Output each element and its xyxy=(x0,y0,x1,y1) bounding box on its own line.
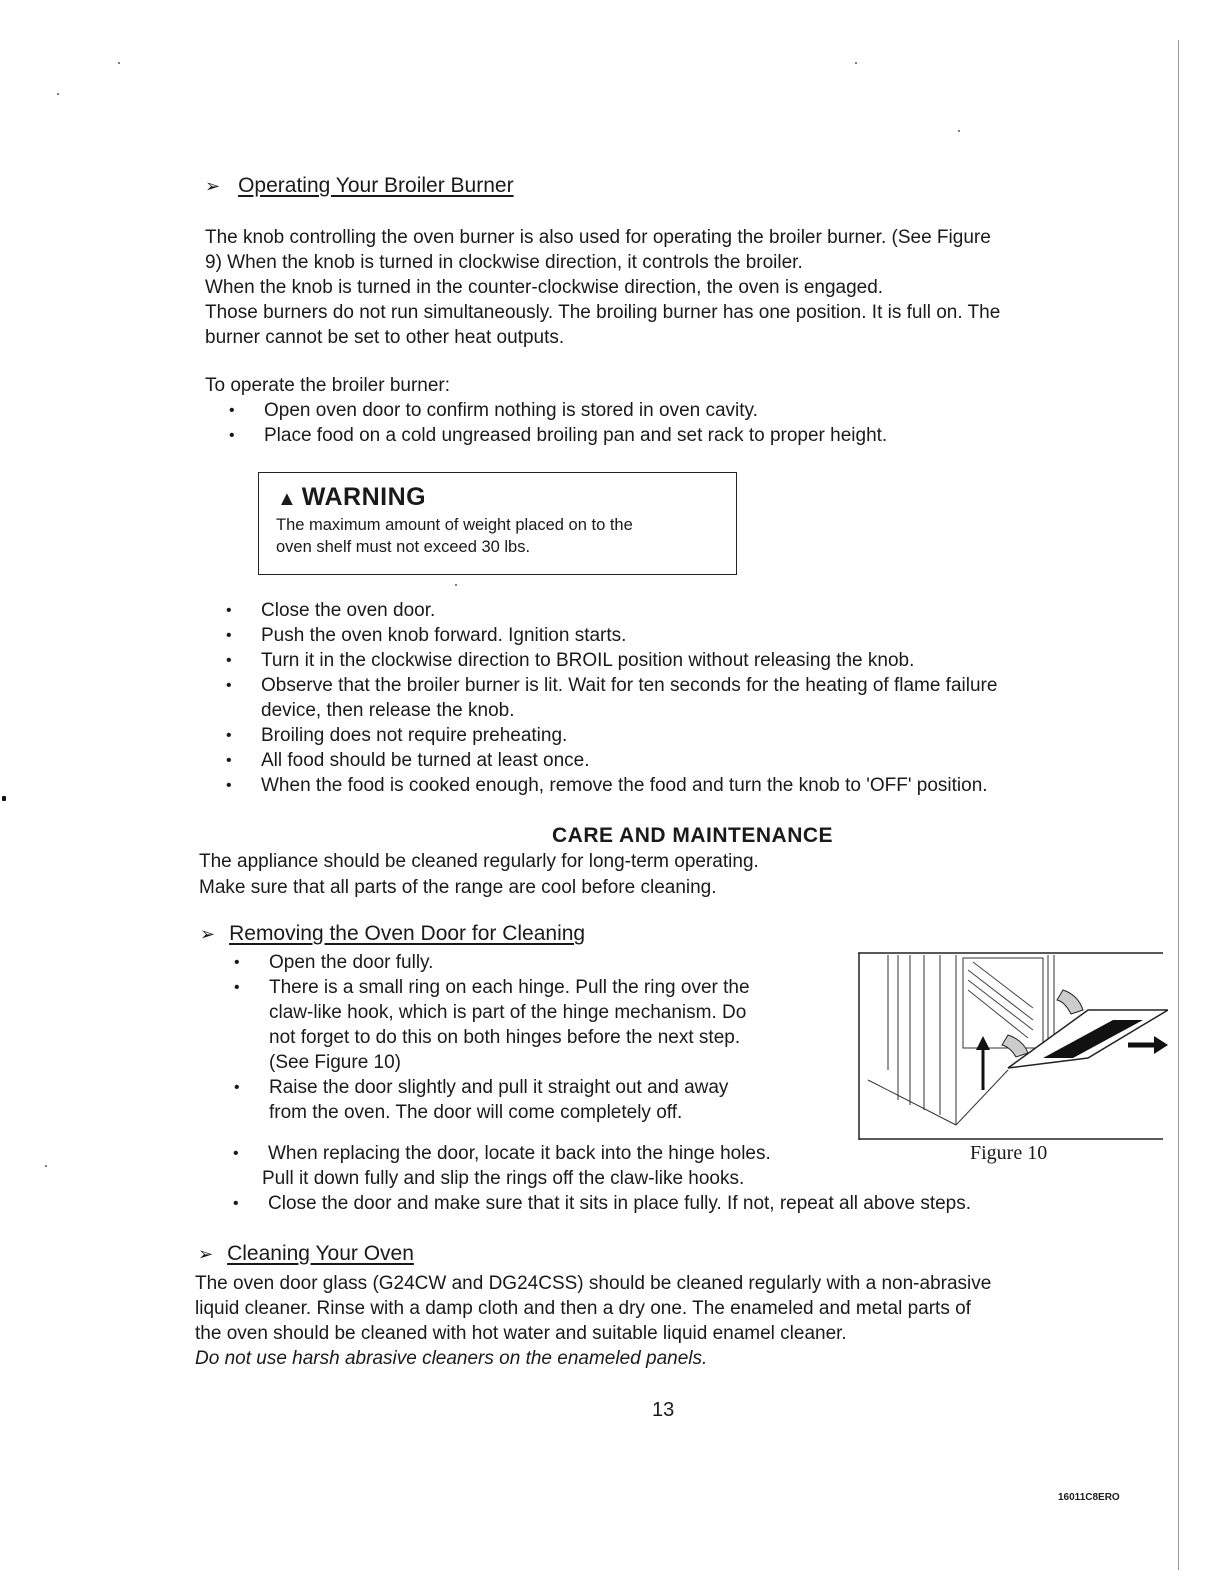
scan-speck xyxy=(2,796,6,801)
oven-door-drawing xyxy=(858,950,1168,1142)
list-item: • Observe that the broiler burner is lit. Wait for ten seconds for the heating of flame failure xyxy=(261,673,1156,698)
list-item-continuation xyxy=(269,1050,869,1075)
figure-caption: Figure 10 xyxy=(970,1142,1048,1164)
cleaning-heading-text: Cleaning Your Oven xyxy=(227,1242,414,1265)
list-item: • Open the door fully. xyxy=(269,950,869,975)
figure-10-illustration xyxy=(858,950,1168,1142)
warning-text-line2: oven shelf must not exceed 30 lbs. xyxy=(276,538,531,556)
scan-speck xyxy=(57,93,59,95)
broiler-intro: To operate the broiler burner: xyxy=(205,375,451,396)
broiler-steps-before xyxy=(264,398,1154,448)
list-item-continuation xyxy=(269,1025,869,1050)
scan-speck xyxy=(958,130,960,132)
list-item: • When replacing the door, locate it back into the hinge holes. xyxy=(268,1141,1148,1166)
paragraph-line: The oven door glass (G24CW and DG24CSS) should be cleaned regularly with a non-abrasive xyxy=(195,1273,992,1294)
warning-text-line1: The maximum amount of weight placed on to the xyxy=(276,516,633,534)
scan-speck xyxy=(855,62,857,64)
warning-box xyxy=(258,472,737,575)
list-item-continuation xyxy=(262,1166,1148,1191)
broiler-heading xyxy=(205,174,514,198)
list-item-continuation xyxy=(269,1000,869,1025)
care-heading: CARE AND MAINTENANCE xyxy=(552,824,834,847)
document-code: 16011C8ERO xyxy=(1058,1492,1120,1503)
list-item: • When the food is cooked enough, remove the food and turn the knob to 'OFF' position. xyxy=(261,773,1156,798)
care-line1: The appliance should be cleaned regularly for long-term operating. xyxy=(199,851,759,872)
scan-edge-line xyxy=(1178,40,1179,1570)
door-steps xyxy=(269,950,869,1125)
list-item: • All food should be turned at least once. xyxy=(261,748,1156,773)
paragraph-line: The knob controlling the oven burner is also used for operating the broiler burner. (See Figure xyxy=(205,227,991,248)
cleaning-heading xyxy=(198,1242,414,1266)
paragraph-line: liquid cleaner. Rinse with a damp cloth and then a dry one. The enameled and metal parts of xyxy=(195,1298,971,1319)
list-item: • Raise the door slightly and pull it straight out and away xyxy=(269,1075,869,1100)
list-item: • Open oven door to confirm nothing is stored in oven cavity. xyxy=(264,398,1154,423)
broiler-steps-after xyxy=(261,598,1156,798)
list-item-continuation xyxy=(269,1100,869,1125)
scan-speck xyxy=(45,1165,47,1167)
list-item: • Push the oven knob forward. Ignition starts. xyxy=(261,623,1156,648)
list-item: • There is a small ring on each hinge. Pull the ring over the xyxy=(269,975,869,1000)
warning-title xyxy=(277,483,426,512)
continuation-text: device, then release the knob. xyxy=(261,700,515,721)
cleaning-note: Do not use harsh abrasive cleaners on the enameled panels. xyxy=(195,1348,708,1369)
list-item: • Broiling does not require preheating. xyxy=(261,723,1156,748)
scan-speck xyxy=(455,584,457,586)
warning-triangle-icon: ▲ xyxy=(277,488,298,510)
arrow-bullet-icon: ➢ xyxy=(205,176,221,196)
list-item: • Place food on a cold ungreased broiling pan and set rack to proper height. xyxy=(264,423,1154,448)
list-item: • Turn it in the clockwise direction to BROIL position without releasing the knob. xyxy=(261,648,1156,673)
continuation-text: from the oven. The door will come completely off. xyxy=(269,1102,683,1123)
door-heading-text: Removing the Oven Door for Cleaning xyxy=(229,922,586,945)
paragraph-line: the oven should be cleaned with hot water and suitable liquid enamel cleaner. xyxy=(195,1323,847,1344)
page-number: 13 xyxy=(652,1399,675,1421)
continuation-text: claw-like hook, which is part of the hinge mechanism. Do xyxy=(269,1002,747,1023)
care-line2: Make sure that all parts of the range are cool before cleaning. xyxy=(199,877,717,898)
cleaning-paragraph xyxy=(195,1271,1155,1371)
list-item: • Close the door and make sure that it sits in place fully. If not, repeat all above steps. xyxy=(268,1191,1148,1216)
continuation-text: Pull it down fully and slip the rings off the claw-like hooks. xyxy=(262,1168,745,1189)
list-item: • Close the oven door. xyxy=(261,598,1156,623)
paragraph-line: burner cannot be set to other heat outputs. xyxy=(205,327,565,348)
door-heading xyxy=(200,922,585,946)
arrow-bullet-icon: ➢ xyxy=(200,924,216,944)
broiler-heading-text: Operating Your Broiler Burner xyxy=(238,174,514,197)
broiler-paragraph xyxy=(205,225,1155,350)
list-item-continuation xyxy=(261,698,1156,723)
scan-speck xyxy=(118,62,120,64)
continuation-text: not forget to do this on both hinges before the next step. xyxy=(269,1027,741,1048)
paragraph-line: 9) When the knob is turned in clockwise direction, it controls the broiler. xyxy=(205,252,803,273)
arrow-bullet-icon: ➢ xyxy=(198,1244,214,1264)
paragraph-line: When the knob is turned in the counter-clockwise direction, the oven is engaged. xyxy=(205,277,884,298)
continuation-text: (See Figure 10) xyxy=(269,1052,402,1073)
warning-title-text: WARNING xyxy=(301,483,427,511)
paragraph-line: Those burners do not run simultaneously. The broiling burner has one position. It is full on. The xyxy=(205,302,1001,323)
